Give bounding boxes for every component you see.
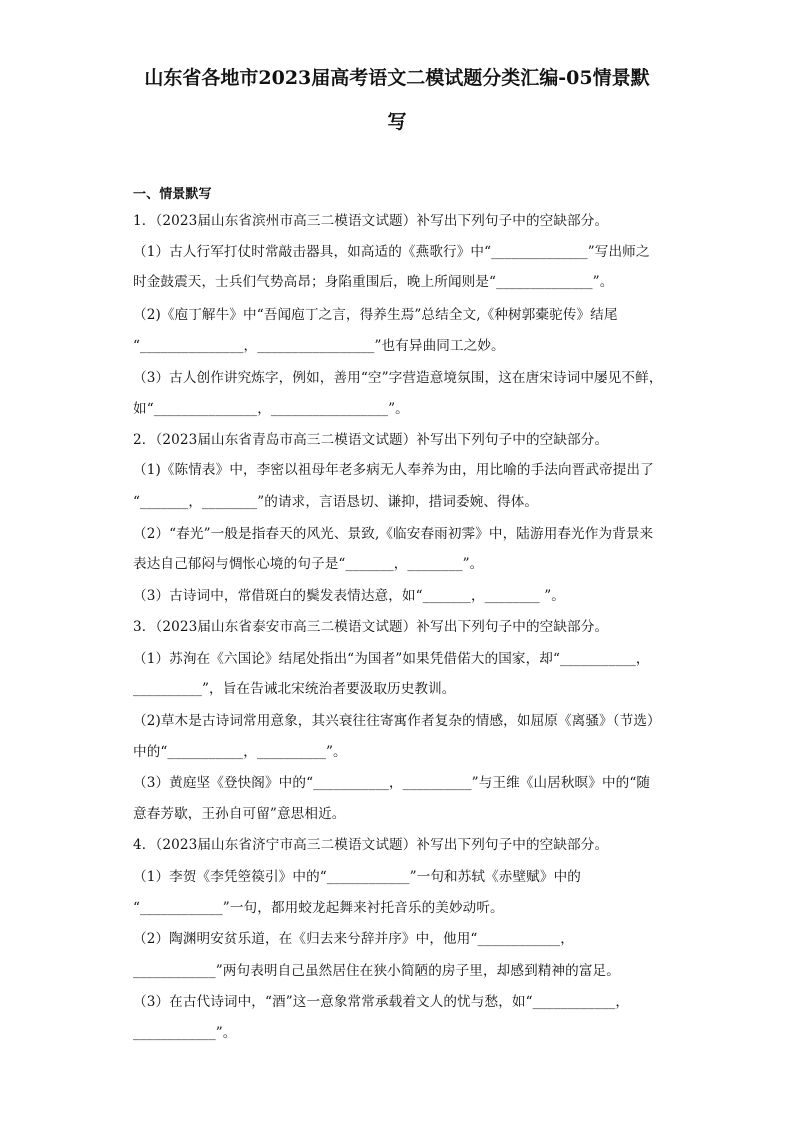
question-3-item-1-line-1: （1）苏洵在《六国论》结尾处指出“为国者”如果凭借偌大的国家，却“___________， — [133, 651, 650, 667]
question-2-item-3: （3）古诗词中，常借斑白的鬓发表情达意，如“_______，________ ”。 — [133, 588, 565, 604]
page-title-line-1: 山东省各地市2023届高考语文二模试题分类汇编-05情景默 — [144, 67, 650, 89]
question-1-item-1-line-1: （1）古人行军打仗时常敲击器具，如高适的《燕歌行》中“______________”写出师之 — [133, 244, 650, 260]
question-3-item-2-line-2: 中的“___________，__________”。 — [133, 744, 347, 760]
question-1-item-3-line-1: （3）古人创作讲究炼字，例如，善用“空”字营造意境氛围，这在唐宋诗词中屡见不鲜， — [133, 370, 663, 386]
question-4-item-2-line-1: （2）陶渊明安贫乐道，在《归去来兮辞并序》中，他用“____________， — [133, 931, 574, 947]
question-4-header: 4．（2023届山东省济宁市高三二模语文试题）补写出下列句子中的空缺部分。 — [133, 837, 609, 853]
question-1-item-1-line-2: 时金鼓震天，士兵们气势高昂；身陷重围后，晚上所闻则是“______________”。 — [133, 274, 614, 290]
question-3-item-3-line-2: 意春芳歇，王孙自可留”意思相近。 — [133, 806, 346, 822]
question-3-item-3-line-1: （3）黄庭坚《登快阁》中的“___________，__________”与王维《山居秋暝》中的“随 — [133, 775, 651, 791]
question-2-item-2-line-2: 表达自己郁闷与惆怅心境的句子是“_______，________”。 — [133, 556, 484, 572]
question-1-header: 1．（2023届山东省滨州市高三二模语文试题）补写出下列句子中的空缺部分。 — [133, 213, 609, 229]
page-title-line-2: 写 — [387, 111, 407, 133]
question-2-item-1-line-1: （1)《陈情表》中，李密以祖母年老多病无人奉养为由，用比喻的手法向晋武帝提出了 — [133, 462, 654, 478]
question-4-item-3-line-2: ____________”。 — [133, 1025, 237, 1041]
question-1-item-2-line-2: “_______________，_________________”也有异曲同工之妙。 — [133, 338, 505, 354]
question-1-item-3-line-2: 如“_______________，_________________”。 — [133, 401, 409, 417]
question-3-item-2-line-1: （2)草木是古诗词常用意象，其兴衰往往寄寓作者复杂的情感，如屈原《离骚》（节选） — [133, 713, 661, 729]
question-1-item-2-line-1: （2)《庖丁解牛》中“吾闻庖丁之言，得养生焉”总结全文,《种树郭橐驼传》结尾 — [133, 307, 618, 323]
question-3-header: 3．（2023届山东省泰安市高三二模语文试题）补写出下列句子中的空缺部分。 — [133, 619, 609, 635]
question-4-item-1-line-2: “____________”一句，都用蛟龙起舞来衬托音乐的美妙动听。 — [133, 900, 504, 916]
section-heading: 一、情景默写 — [133, 187, 212, 202]
question-2-header: 2．（2023届山东省青岛市高三二模语文试题）补写出下列句子中的空缺部分。 — [133, 432, 609, 448]
question-2-item-1-line-2: “_______，________”的请求，言语恳切、谦抑，措词委婉、得体。 — [133, 494, 539, 510]
question-3-item-1-line-2: __________”，旨在告诫北宋统治者要汲取历史教训。 — [133, 681, 456, 697]
question-4-item-1-line-1: （1）李贺《李凭箜篌引》中的“____________”一句和苏轼《赤壁赋》中的 — [133, 869, 581, 885]
question-4-item-3-line-1: （3）在古代诗词中，“酒”这一意象常常承载着文人的忧与愁，如“____________， — [133, 994, 630, 1010]
question-4-item-2-line-2: ____________”两句表明自己虽然居住在狭小简陋的房子里，却感到精神的富足。 — [133, 963, 620, 979]
question-2-item-2-line-1: （2）“春光”一般是指春天的风光、景致,《临安春雨初霁》中，陆游用春光作为背景来 — [133, 526, 654, 542]
